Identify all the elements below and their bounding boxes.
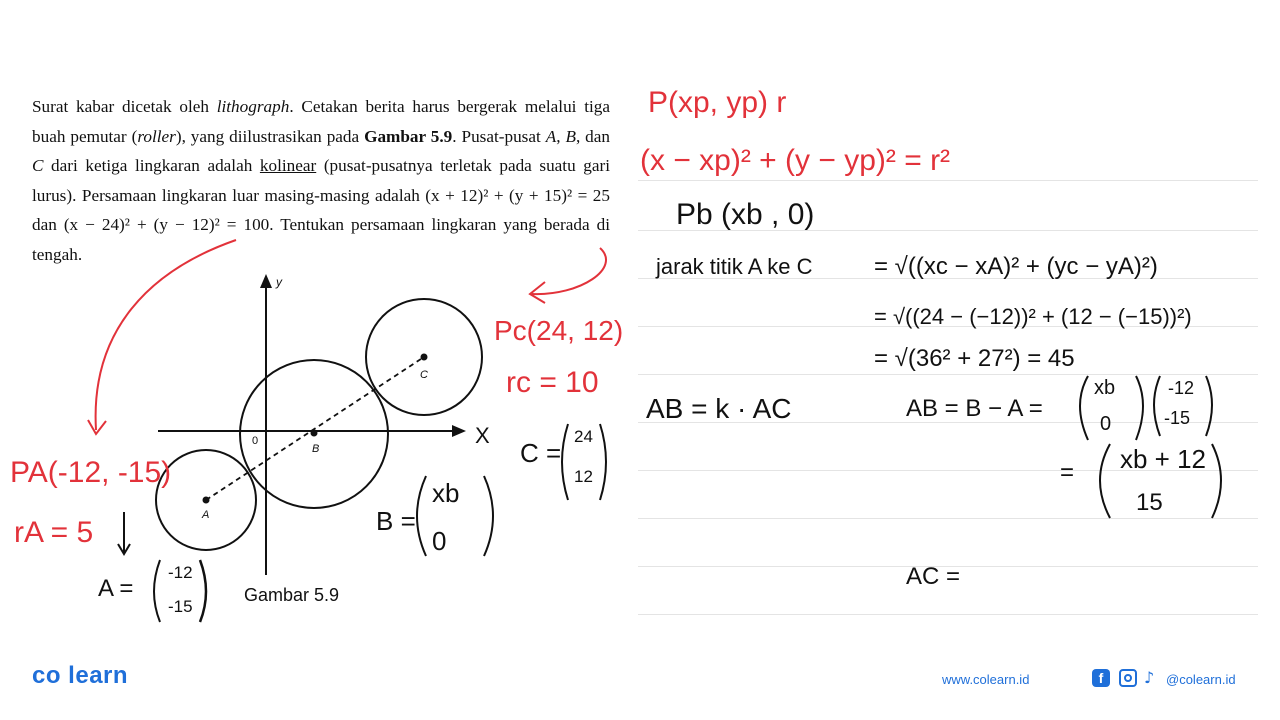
- hand-vec-c-top: 24: [574, 427, 593, 446]
- paren: [562, 424, 568, 500]
- hand-line8-m2-top: -12: [1168, 378, 1195, 398]
- hand-line4a: jarak titik A ke C: [656, 254, 813, 279]
- problem-term-lithograph: lithograph: [216, 97, 290, 116]
- tiktok-icon[interactable]: ♪: [1144, 668, 1155, 687]
- hand-vec-a: A =: [98, 575, 134, 602]
- x-axis-label: X: [475, 423, 490, 448]
- point-a-label: A: [202, 509, 210, 521]
- center-c-dot: [421, 354, 428, 361]
- problem-part: dari ketiga lingkaran adalah: [43, 156, 260, 175]
- hand-line9-top: xb + 12: [1120, 444, 1207, 474]
- problem-part: . Cetakan berita harus bergerak melalui tiga buah pemutar (: [32, 97, 610, 146]
- hand-vec-c-bot: 12: [574, 467, 593, 486]
- problem-part: . Pusat-pusat: [452, 126, 546, 146]
- hand-vec-c: C =: [520, 438, 562, 468]
- hand-line10: AC =: [906, 563, 961, 590]
- center-line: [206, 357, 424, 500]
- hand-line5: = √((24 − (−12))² + (12 − (−15))²): [874, 304, 1192, 329]
- footer-url[interactable]: www.colearn.id: [942, 672, 1030, 687]
- paren: [154, 560, 160, 622]
- paren: [1100, 444, 1110, 518]
- hand-rc: rc = 10: [506, 366, 599, 399]
- problem-part: , dan: [575, 126, 610, 146]
- hand-ra: rA = 5: [14, 516, 94, 549]
- colearn-logo: co learn: [32, 662, 129, 689]
- hand-line2: (x − xp)² + (y − yp)² = r²: [640, 144, 951, 177]
- paren: [200, 560, 206, 622]
- instagram-icon[interactable]: [1119, 669, 1137, 687]
- red-arrow-left: [96, 240, 236, 430]
- red-arrow-right-head: [530, 282, 545, 303]
- red-arrow-left-head: [88, 420, 106, 434]
- problem-part: Surat kabar dicetak oleh: [32, 97, 217, 116]
- hand-line8-m1-bot: 0: [1100, 413, 1112, 435]
- hand-line6: = √(36² + 27²) = 45: [874, 345, 1075, 372]
- hand-line4b: = √((xc − xA)² + (yc − yA)²): [874, 253, 1158, 280]
- problem-var-a: A: [545, 126, 557, 146]
- hand-line8-m2-bot: -15: [1164, 408, 1191, 428]
- hand-vec-a-bot: -15: [168, 597, 193, 616]
- hand-line8-m1-top: xb: [1094, 377, 1116, 399]
- paren: [600, 424, 606, 500]
- paren: [417, 476, 426, 556]
- hand-vec-b-top: xb: [432, 478, 460, 508]
- problem-part: (pusat-pusatnya terletak pada suatu gari lurus). Persamaan lingkaran luar masing-masing adalah (x + 12)² + (y + 15)² = 25 dan (x − 24)² + (y − 12)² = 100. Tentukan persamaan lingkaran yang berada di tengah.: [32, 156, 610, 264]
- problem-term-kolinear: kolinear: [259, 156, 317, 175]
- paren: [1206, 376, 1212, 436]
- figure-caption: Gambar 5.9: [244, 585, 340, 605]
- hand-vec-a-top: -12: [168, 563, 193, 582]
- hand-line7: AB = k · AC: [646, 393, 792, 424]
- hand-line9-bot: 15: [1136, 489, 1163, 516]
- hand-line1: P(xp, yp) r: [648, 86, 787, 119]
- problem-part: ,: [556, 126, 566, 146]
- facebook-icon[interactable]: f: [1092, 669, 1110, 687]
- y-axis-arrow: [260, 274, 272, 288]
- problem-part: ), yang diilustrasikan pada: [175, 126, 365, 146]
- center-b-dot: [311, 430, 318, 437]
- hand-pc: Pc(24, 12): [494, 315, 624, 346]
- paren: [1154, 376, 1160, 436]
- footer-handle[interactable]: @colearn.id: [1166, 672, 1236, 687]
- y-axis-label: y: [276, 275, 282, 289]
- problem-figure-ref: Gambar 5.9: [364, 126, 453, 146]
- hand-vec-b-bot: 0: [432, 526, 447, 556]
- problem-term-roller: roller: [137, 126, 176, 146]
- paren: [1212, 444, 1221, 518]
- paren: [1136, 376, 1143, 440]
- point-c-label: C: [420, 369, 428, 381]
- hand-line8: AB = B − A =: [906, 395, 1043, 422]
- origin-label: 0: [252, 435, 259, 447]
- hand-line3: Pb (xb , 0): [676, 198, 815, 231]
- hand-pa: PA(-12, -15): [10, 456, 172, 489]
- equals-sign: =: [1060, 459, 1075, 486]
- problem-var-c: C: [32, 156, 44, 175]
- hand-vec-b: B =: [376, 506, 416, 536]
- problem-var-b: B: [565, 126, 576, 146]
- paren: [484, 476, 493, 556]
- x-axis-arrow: [452, 425, 466, 437]
- red-arrow-right: [532, 248, 606, 294]
- center-a-dot: [203, 497, 210, 504]
- point-b-label: B: [312, 443, 320, 455]
- paren: [1080, 376, 1088, 440]
